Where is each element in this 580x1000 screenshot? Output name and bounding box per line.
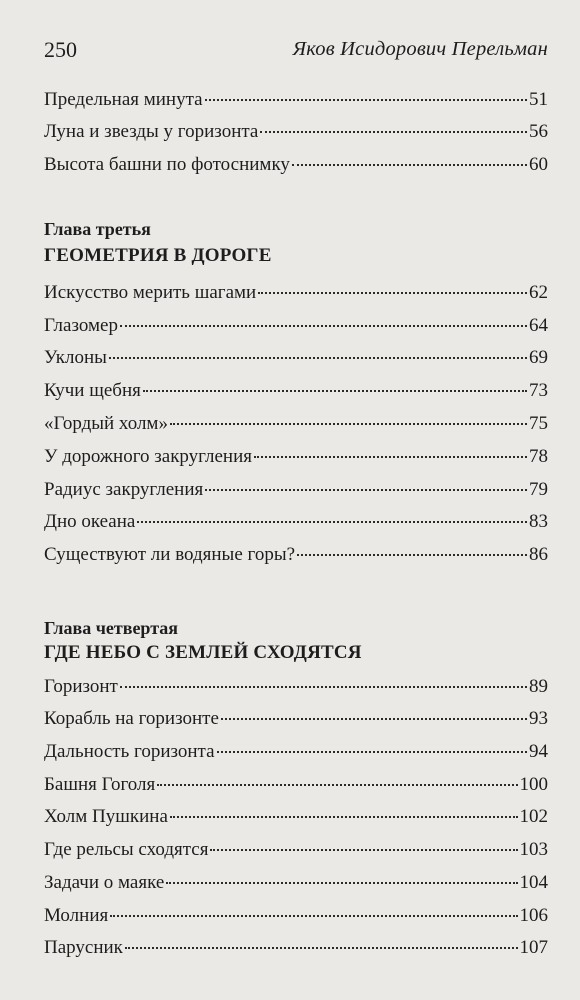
toc-entry xyxy=(44,154,548,180)
dot-leader xyxy=(170,423,527,425)
toc-entry-page: 107 xyxy=(519,937,548,958)
toc-entry-page: 75 xyxy=(529,413,548,434)
toc-entry-page: 60 xyxy=(529,154,548,175)
toc-entry-page: 104 xyxy=(519,872,548,893)
dot-leader xyxy=(205,99,527,101)
toc-entry-title: Луна и звезды у горизонта xyxy=(44,121,259,142)
toc-entry-title: Дно океана xyxy=(44,511,136,532)
toc-entry-title: Предельная минута xyxy=(44,89,203,110)
dot-leader xyxy=(166,882,517,884)
toc-entry-page: 62 xyxy=(529,282,548,303)
toc-entry-title: Существуют ли водяные горы? xyxy=(44,544,296,565)
toc-entry-page: 86 xyxy=(529,544,548,565)
toc-entry xyxy=(44,741,548,767)
toc-entry-page: 100 xyxy=(519,774,548,795)
toc-entry-title: Где рельсы сходятся xyxy=(44,839,209,860)
toc-entry-page: 64 xyxy=(529,315,548,336)
toc-entry xyxy=(44,121,548,147)
toc-entry xyxy=(44,511,548,537)
toc-entry-page: 83 xyxy=(529,511,548,532)
toc-entry-page: 73 xyxy=(529,380,548,401)
dot-leader xyxy=(217,751,527,753)
toc-entry-page: 94 xyxy=(529,741,548,762)
toc-entry xyxy=(44,937,548,963)
toc-entry xyxy=(44,347,548,373)
toc-entry-title: Дальность горизонта xyxy=(44,741,215,762)
toc-entry-page: 89 xyxy=(529,676,548,697)
toc-entry-page: 102 xyxy=(519,806,548,827)
dot-leader xyxy=(254,456,527,458)
dot-leader xyxy=(110,915,517,917)
dot-leader xyxy=(221,718,527,720)
toc-entry-title: Корабль на горизонте xyxy=(44,708,219,729)
toc-entry xyxy=(44,380,548,406)
toc-entry-title: Радиус закругления xyxy=(44,479,204,500)
toc-entry xyxy=(44,905,548,931)
toc-entry-page: 106 xyxy=(519,905,548,926)
page-number: 250 xyxy=(44,37,77,62)
toc-entry-page: 51 xyxy=(529,89,548,110)
dot-leader xyxy=(137,521,527,523)
toc-entry xyxy=(44,872,548,898)
toc-entry-title: Холм Пушкина xyxy=(44,806,168,827)
dot-leader xyxy=(292,164,527,166)
chapter-title: ГЕОМЕТРИЯ В ДОРОГЕ xyxy=(44,245,272,266)
toc-entry-title: Башня Гоголя xyxy=(44,774,156,795)
dot-leader xyxy=(297,554,527,556)
toc-entry-title: У дорожного закругления xyxy=(44,446,252,467)
toc-entry-title: Кучи щебня xyxy=(44,380,141,401)
dot-leader xyxy=(109,357,527,359)
dot-leader xyxy=(210,849,517,851)
toc-entry xyxy=(44,676,548,702)
toc-entry xyxy=(44,282,548,308)
running-head-author: Яков Исидорович Перельман xyxy=(292,38,548,60)
toc-entry-title: Уклоны xyxy=(44,347,107,368)
toc-entry-page: 93 xyxy=(529,708,548,729)
toc-entry-title: Глазомер xyxy=(44,315,118,336)
dot-leader xyxy=(120,686,527,688)
toc-entry xyxy=(44,89,548,115)
dot-leader xyxy=(170,816,518,818)
toc-entry xyxy=(44,708,548,734)
dot-leader xyxy=(157,784,517,786)
toc-entry xyxy=(44,806,548,832)
toc-entry-title: Высота башни по фотоснимку xyxy=(44,154,290,175)
toc-entry-title: «Гордый холм» xyxy=(44,413,168,434)
dot-leader xyxy=(125,947,518,949)
toc-entry-page: 56 xyxy=(529,121,548,142)
toc-entry xyxy=(44,774,548,800)
toc-entry-title: Искусство мерить шагами xyxy=(44,282,257,303)
toc-entry xyxy=(44,479,548,505)
toc-entry xyxy=(44,839,548,865)
chapter-label: Глава третья xyxy=(44,219,151,239)
toc-entry-title: Молния xyxy=(44,905,109,926)
toc-entry xyxy=(44,544,548,570)
toc-entry-title: Парусник xyxy=(44,937,123,958)
chapter-title: ГДЕ НЕБО С ЗЕМЛЕЙ СХОДЯТСЯ xyxy=(44,642,362,663)
toc-entry xyxy=(44,413,548,439)
toc-entry-page: 69 xyxy=(529,347,548,368)
toc-entry xyxy=(44,315,548,341)
chapter-label: Глава четвертая xyxy=(44,618,179,638)
toc-entry-title: Горизонт xyxy=(44,676,118,697)
dot-leader xyxy=(258,292,527,294)
toc-entry-page: 78 xyxy=(529,446,548,467)
toc-entry xyxy=(44,446,548,472)
toc-entry-page: 103 xyxy=(519,839,548,860)
page-header xyxy=(44,37,548,67)
dot-leader xyxy=(120,325,527,327)
toc-entry-title: Задачи о маяке xyxy=(44,872,165,893)
dot-leader xyxy=(143,390,527,392)
dot-leader xyxy=(260,131,527,133)
toc-entry-page: 79 xyxy=(529,479,548,500)
dot-leader xyxy=(205,489,527,491)
